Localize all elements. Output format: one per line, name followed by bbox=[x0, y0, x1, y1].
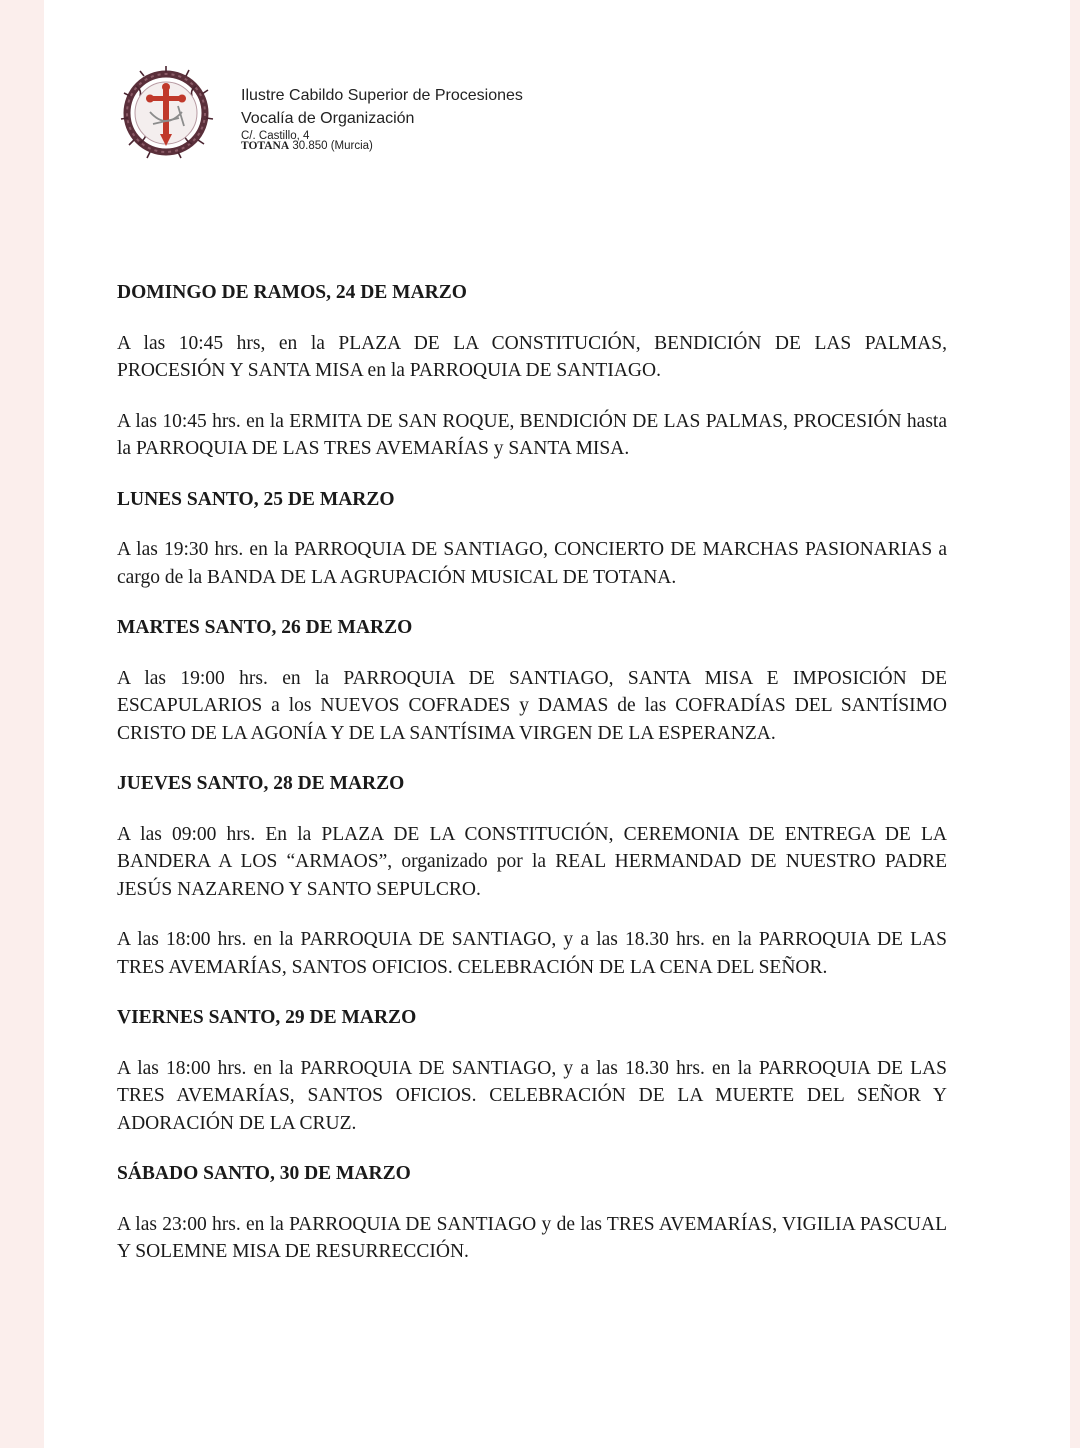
event-paragraph: A las 10:45 hrs, en la PLAZA DE LA CONSTITUCIÓN, BENDICIÓN DE LAS PALMAS, PROCESIÓN Y SANTA MISA en la PARROQUIA DE SANTIAGO. bbox=[117, 332, 947, 381]
postal-code: 30.850 (Murcia) bbox=[289, 140, 373, 152]
section-title-lunes-santo: LUNES SANTO, 25 DE MARZO bbox=[117, 488, 395, 510]
letterhead bbox=[120, 66, 720, 166]
street-address: C/. Castillo, 4 bbox=[241, 130, 310, 142]
event-paragraph: A las 19:00 hrs. en la PARROQUIA DE SANTIAGO, SANTA MISA E IMPOSICIÓN DE ESCAPULARIOS a los NUEVOS COFRADES y DAMAS de las COFRADÍAS DEL SANTÍSIMO CRISTO DE LA AGONÍA Y DE LA SANTÍSIMA VIRGEN DE LA ESPERANZA. bbox=[117, 667, 947, 744]
event-paragraph: A las 19:30 hrs. en la PARROQUIA DE SANTIAGO, CONCIERTO DE MARCHAS PASIONARIAS a cargo de la BANDA DE LA AGRUPACIÓN MUSICAL DE TOTANA. bbox=[117, 539, 947, 588]
organization-name: Ilustre Cabildo Superior de Procesiones bbox=[241, 87, 523, 104]
department-name: Vocalía de Organización bbox=[241, 110, 415, 127]
event-paragraph: A las 09:00 hrs. En la PLAZA DE LA CONSTITUCIÓN, CEREMONIA DE ENTREGA DE LA BANDERA A LOS “ARMAOS”, organizado por la REAL HERMANDAD DE NUESTRO PADRE JESÚS NAZARENO Y SANTO SEPULCRO. bbox=[117, 823, 947, 900]
crown-of-thorns-cross-logo bbox=[120, 66, 214, 160]
section-title-martes-santo: MARTES SANTO, 26 DE MARZO bbox=[117, 617, 413, 638]
city-address bbox=[241, 141, 523, 151]
organization-info bbox=[241, 84, 523, 151]
document-page bbox=[44, 0, 1070, 1448]
section-title-sabado-santo: SÁBADO SANTO, 30 DE MARZO bbox=[117, 1163, 411, 1184]
section-title-domingo-ramos: DOMINGO DE RAMOS, 24 DE MARZO bbox=[117, 282, 467, 303]
event-paragraph: A las 18:00 hrs. en la PARROQUIA DE SANTIAGO, y a las 18.30 hrs. en la PARROQUIA DE LAS TRES AVEMARÍAS, SANTOS OFICIOS. CELEBRACIÓN DE LA CENA DEL SEÑOR. bbox=[117, 929, 947, 978]
event-paragraph: A las 23:00 hrs. en la PARROQUIA DE SANTIAGO y de las TRES AVEMARÍAS, VIGILIA PASCUAL Y SOLEMNE MISA DE RESURRECCIÓN. bbox=[117, 1213, 947, 1262]
section-title-jueves-santo: JUEVES SANTO, 28 DE MARZO bbox=[117, 773, 405, 794]
city-name: TOTANA bbox=[241, 140, 290, 152]
schedule-content bbox=[117, 279, 947, 1266]
event-paragraph: A las 18:00 hrs. en la PARROQUIA DE SANTIAGO, y a las 18.30 hrs. en la PARROQUIA DE LAS TRES AVEMARÍAS, SANTOS OFICIOS. CELEBRACIÓN DE LA MUERTE DEL SEÑOR Y ADORACIÓN DE LA CRUZ. bbox=[117, 1057, 947, 1134]
event-paragraph: A las 10:45 hrs. en la ERMITA DE SAN ROQUE, BENDICIÓN DE LAS PALMAS, PROCESIÓN hasta la PARROQUIA DE LAS TRES AVEMARÍAS y SANTA MISA. bbox=[117, 410, 947, 459]
section-title-viernes-santo: VIERNES SANTO, 29 DE MARZO bbox=[117, 1007, 417, 1028]
